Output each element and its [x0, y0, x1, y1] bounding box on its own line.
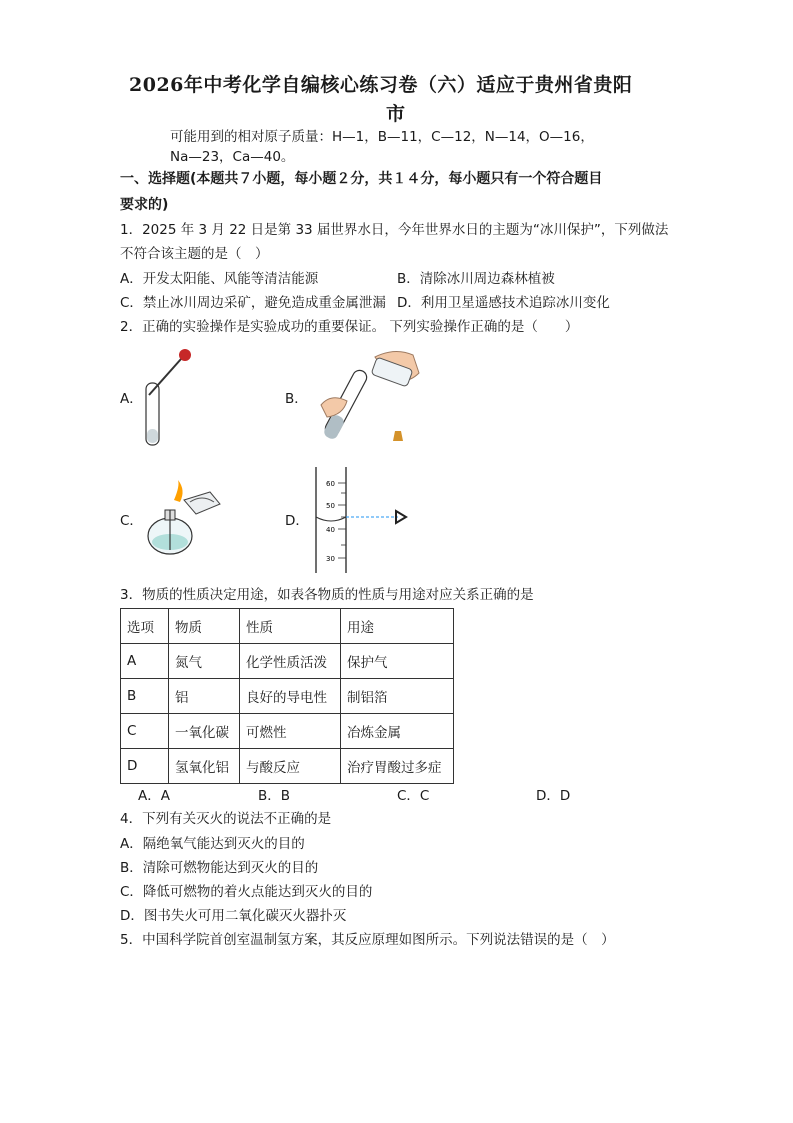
table-cell: C — [121, 714, 169, 749]
q1-option-b: B．清除冰川周边森林植被 — [397, 271, 555, 287]
table-header-cell: 物质 — [169, 609, 240, 644]
table-header-cell: 性质 — [240, 609, 341, 644]
q1-stem-line2: 不符合该主题的是（ ） — [120, 246, 269, 262]
table-row — [121, 644, 454, 679]
q2-label-a: A． — [120, 391, 143, 407]
q4-option-b: B．清除可燃物能达到灭火的目的 — [120, 860, 319, 876]
cylinder-tick-40: 40 — [326, 526, 335, 534]
table-cell: 氮气 — [169, 644, 240, 679]
section-heading-line2: 要求的) — [120, 197, 169, 213]
q4-option-c: C．降低可燃物的着火点能达到灭火的目的 — [120, 884, 373, 900]
table-cell: 与酸反应 — [240, 749, 341, 784]
atomic-mass-line1: 可能用到的相对原子质量：H—1，B—11，C—12，N—14，O—16， — [170, 129, 594, 145]
q3-option-a: A．A — [138, 788, 170, 804]
q1-stem-line1: 1．2025 年 3 月 22 日是第 33 届世界水日，今年世界水日的主题为“冰川保护”，下列做法 — [120, 222, 669, 238]
q2-label-d: D． — [285, 513, 309, 529]
q3-option-c: C．C — [397, 788, 430, 804]
page-title-line1: 2026年中考化学自编核心练习卷（六）适应于贵州省贵阳 — [129, 74, 633, 96]
q3-option-b: B．B — [258, 788, 291, 804]
q4-option-d: D．图书失火可用二氧化碳灭火器扑灭 — [120, 908, 347, 924]
q3-option-d: D．D — [536, 788, 571, 804]
figure-d-graduated-cylinder — [310, 465, 420, 575]
table-row — [121, 679, 454, 714]
cylinder-tick-30: 30 — [326, 555, 335, 563]
table-header-cell: 用途 — [341, 609, 454, 644]
section-heading-line1: 一、选择题(本题共７小题，每小题２分，共１４分，每小题只有一个符合题目 — [120, 171, 603, 187]
q4-stem: 4．下列有关灭火的说法不正确的是 — [120, 811, 332, 827]
cylinder-tick-50: 50 — [326, 502, 335, 510]
q2-label-c: C． — [120, 513, 143, 529]
table-cell: 冶炼金属 — [341, 714, 454, 749]
table-header-row — [121, 609, 454, 644]
q5-stem: 5．中国科学院首创室温制氢方案，其反应原理如图所示。下列说法错误的是（ ） — [120, 932, 615, 948]
table-cell: D — [121, 749, 169, 784]
table-cell: 治疗胃酸过多症 — [341, 749, 454, 784]
table-cell: 制铝箔 — [341, 679, 454, 714]
properties-table — [120, 608, 454, 784]
table-cell: 可燃性 — [240, 714, 341, 749]
figure-a-dropper-in-tube — [135, 345, 205, 455]
figure-b-pouring-liquid — [315, 345, 425, 455]
table-cell: 化学性质活泼 — [240, 644, 341, 679]
cylinder-tick-60: 60 — [326, 480, 335, 488]
table-row — [121, 749, 454, 784]
table-cell: 一氧化碳 — [169, 714, 240, 749]
q3-stem: 3．物质的性质决定用途，如表各物质的性质与用途对应关系正确的是 — [120, 587, 534, 603]
q2-stem: 2．正确的实验操作是实验成功的重要保证。 下列实验操作正确的是（ ） — [120, 319, 579, 335]
table-cell: 铝 — [169, 679, 240, 714]
table-header-cell: 选项 — [121, 609, 169, 644]
q1-option-c: C．禁止冰川周边采矿，避免造成重金属泄漏 — [120, 295, 386, 311]
table-cell: 氢氧化铝 — [169, 749, 240, 784]
table-row — [121, 714, 454, 749]
q1-option-a: A．开发太阳能、风能等清洁能源 — [120, 271, 319, 287]
page-title-line2: 市 — [386, 103, 406, 125]
q1-option-d: D．利用卫星遥感技术追踪冰川变化 — [397, 295, 610, 311]
q4-option-a: A．隔绝氧气能达到灭火的目的 — [120, 836, 305, 852]
figure-c-alcohol-lamp — [140, 478, 230, 558]
table-cell: A — [121, 644, 169, 679]
table-cell: 保护气 — [341, 644, 454, 679]
atomic-mass-line2: Na—23，Ca—40。 — [170, 149, 295, 165]
q2-label-b: B． — [285, 391, 308, 407]
table-cell: 良好的导电性 — [240, 679, 341, 714]
table-cell: B — [121, 679, 169, 714]
